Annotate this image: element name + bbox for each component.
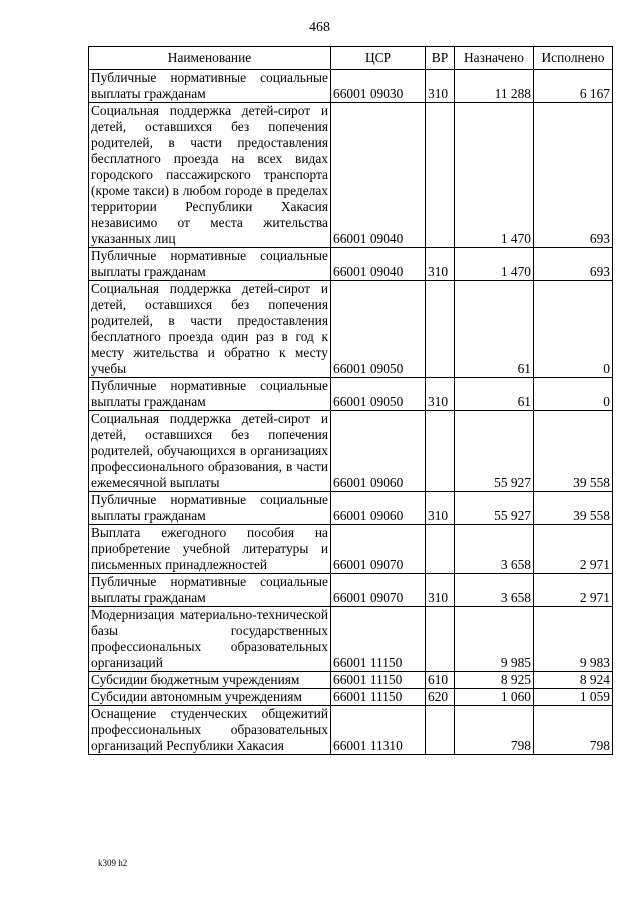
row-assigned: 1 470	[455, 248, 534, 281]
row-assigned: 1 060	[455, 689, 534, 706]
table-header-row	[89, 47, 613, 70]
row-executed: 6 167	[534, 70, 613, 103]
row-name: Публичные нормативные социальные выплаты гражданам	[89, 248, 331, 281]
row-csr: 66001 09050	[331, 281, 426, 378]
row-executed: 0	[534, 281, 613, 378]
row-assigned: 61	[455, 281, 534, 378]
row-vr: 310	[426, 70, 455, 103]
row-csr: 66001 09060	[331, 411, 426, 492]
row-vr	[426, 103, 455, 248]
column-header-assigned: Назначено	[455, 47, 534, 70]
footer-code: k309 h2	[98, 858, 128, 868]
row-executed: 798	[534, 706, 613, 755]
row-csr: 66001 11310	[331, 706, 426, 755]
row-assigned: 3 658	[455, 525, 534, 574]
row-executed: 8 924	[534, 672, 613, 689]
column-header-executed: Исполнено	[534, 47, 613, 70]
row-vr	[426, 706, 455, 755]
row-vr: 620	[426, 689, 455, 706]
row-name: Публичные нормативные социальные выплаты гражданам	[89, 492, 331, 525]
table-row	[89, 706, 613, 755]
table-row	[89, 492, 613, 525]
row-vr	[426, 281, 455, 378]
row-csr: 66001 09040	[331, 248, 426, 281]
row-assigned: 1 470	[455, 103, 534, 248]
row-csr: 66001 11150	[331, 672, 426, 689]
row-vr	[426, 411, 455, 492]
row-name: Субсидии автономным учреждениям	[89, 689, 331, 706]
column-header-csr: ЦСР	[331, 47, 426, 70]
row-executed: 9 983	[534, 607, 613, 672]
row-name: Социальная поддержка детей-сирот и детей, оставшихся без попечения родителей, обучающихся в организациях профессионального образования, в части ежемесячной выплаты	[89, 411, 331, 492]
row-executed: 39 558	[534, 492, 613, 525]
budget-table	[88, 46, 613, 755]
row-assigned: 61	[455, 378, 534, 411]
row-vr: 610	[426, 672, 455, 689]
row-vr: 310	[426, 492, 455, 525]
row-csr: 66001 09050	[331, 378, 426, 411]
row-name: Субсидии бюджетным учреждениям	[89, 672, 331, 689]
row-vr: 310	[426, 248, 455, 281]
row-executed: 693	[534, 248, 613, 281]
row-vr	[426, 525, 455, 574]
row-executed: 2 971	[534, 574, 613, 607]
row-name: Социальная поддержка детей-сирот и детей, оставшихся без попечения родителей, в части предоставления бесплатного проезда на всех видах городского пассажирского транспорта (кроме такси) в любом городе в пределах территории Республики Хакасия независимо от места жительства указанных лиц	[89, 103, 331, 248]
row-csr: 66001 11150	[331, 689, 426, 706]
row-name: Публичные нормативные социальные выплаты гражданам	[89, 70, 331, 103]
row-csr: 66001 09040	[331, 103, 426, 248]
table-row	[89, 411, 613, 492]
table-row	[89, 689, 613, 706]
row-assigned: 798	[455, 706, 534, 755]
row-name: Публичные нормативные социальные выплаты гражданам	[89, 378, 331, 411]
row-csr: 66001 09030	[331, 70, 426, 103]
row-csr: 66001 09070	[331, 574, 426, 607]
row-vr: 310	[426, 378, 455, 411]
table-row	[89, 607, 613, 672]
row-executed: 39 558	[534, 411, 613, 492]
row-executed: 0	[534, 378, 613, 411]
row-assigned: 8 925	[455, 672, 534, 689]
row-csr: 66001 11150	[331, 607, 426, 672]
column-header-name: Наименование	[89, 47, 331, 70]
column-header-vr: ВР	[426, 47, 455, 70]
row-name: Модернизация материально-технической базы государственных профессиональных образовательных организаций	[89, 607, 331, 672]
row-vr: 310	[426, 574, 455, 607]
row-name: Выплата ежегодного пособия на приобретение учебной литературы и письменных принадлежностей	[89, 525, 331, 574]
row-csr: 66001 09070	[331, 525, 426, 574]
table-row	[89, 574, 613, 607]
table-row	[89, 103, 613, 248]
row-name: Оснащение студенческих общежитий профессиональных образовательных организаций Республики Хакасия	[89, 706, 331, 755]
table-row	[89, 525, 613, 574]
row-executed: 693	[534, 103, 613, 248]
table-row	[89, 281, 613, 378]
row-assigned: 55 927	[455, 492, 534, 525]
row-assigned: 9 985	[455, 607, 534, 672]
row-name: Публичные нормативные социальные выплаты гражданам	[89, 574, 331, 607]
row-name: Социальная поддержка детей-сирот и детей, оставшихся без попечения родителей, в части предоставления бесплатного проезда один раз в год к месту жительства и обратно к месту учебы	[89, 281, 331, 378]
table-row	[89, 378, 613, 411]
row-assigned: 55 927	[455, 411, 534, 492]
table-row	[89, 672, 613, 689]
page-number: 468	[309, 20, 330, 35]
row-vr	[426, 607, 455, 672]
row-executed: 2 971	[534, 525, 613, 574]
row-assigned: 11 288	[455, 70, 534, 103]
table-row	[89, 248, 613, 281]
row-executed: 1 059	[534, 689, 613, 706]
row-assigned: 3 658	[455, 574, 534, 607]
row-csr: 66001 09060	[331, 492, 426, 525]
table-row	[89, 70, 613, 103]
